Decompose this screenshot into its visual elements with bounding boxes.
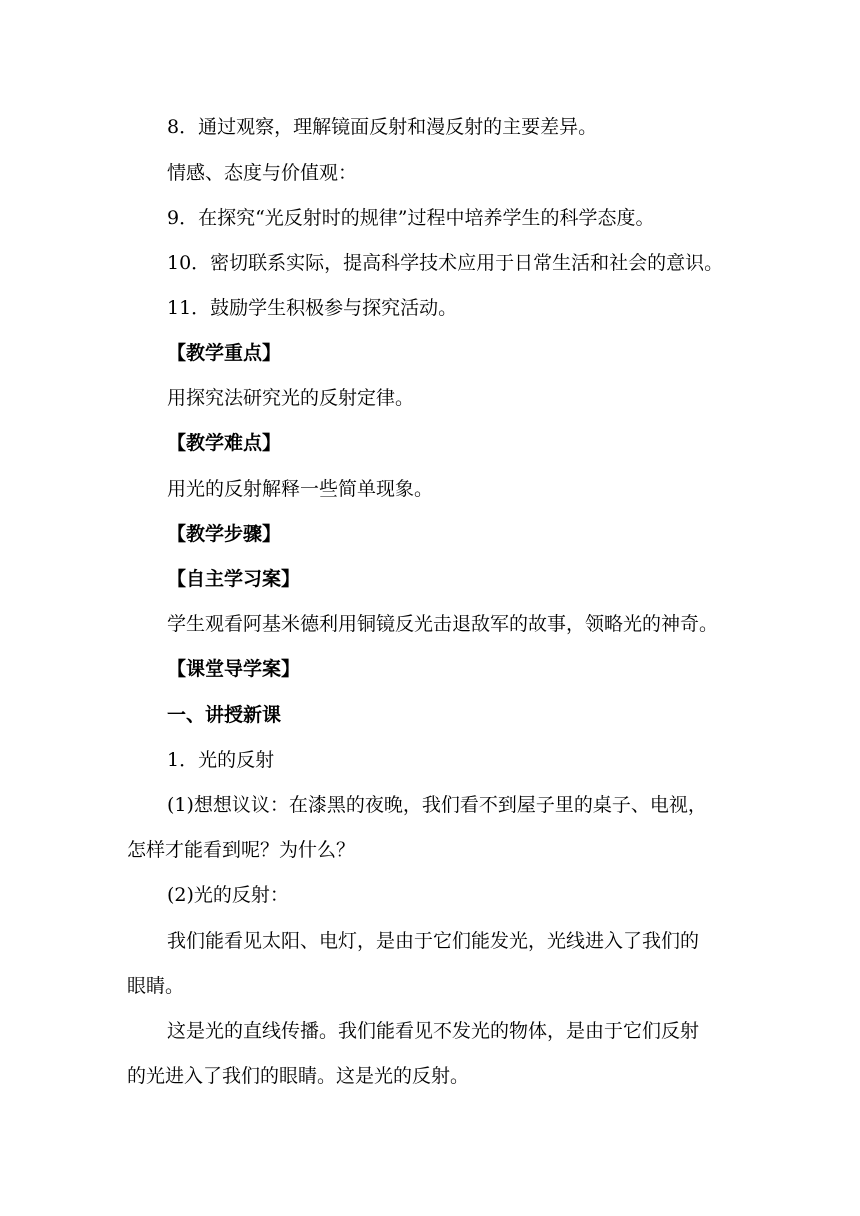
- objective-10: 10．密切联系实际，提高科学技术应用于日常生活和社会的意识。: [167, 252, 724, 274]
- heading-teaching-steps: 【教学步骤】: [167, 523, 282, 545]
- heading-classroom-guide: 【课堂导学案】: [167, 658, 301, 680]
- self-study-text: 学生观看阿基米德利用铜镜反光击退敌军的故事，领略光的神奇。: [167, 613, 719, 635]
- heading-new-lesson: 一、讲授新课: [167, 704, 282, 726]
- section-label-affect: 情感、态度与价值观：: [167, 162, 358, 184]
- objective-8: 8．通过观察，理解镜面反射和漫反射的主要差异。: [167, 116, 598, 138]
- objective-11: 11．鼓励学生积极参与探究活动。: [167, 297, 458, 319]
- heading-self-study: 【自主学习案】: [167, 568, 301, 590]
- paragraph-think-discuss-line2: 怎样才能看到呢？为什么？: [127, 839, 356, 861]
- heading-difficult-points: 【教学难点】: [167, 432, 282, 454]
- subheading-reflection: 1．光的反射: [167, 749, 275, 771]
- paragraph-sun-line2: 眼睛。: [127, 975, 185, 997]
- paragraph-think-discuss-line1: (1)想想议议：在漆黑的夜晚，我们看不到屋子里的桌子、电视，: [167, 794, 707, 816]
- paragraph-straight-line2: 的光进入了我们的眼睛。这是光的反射。: [127, 1065, 470, 1087]
- heading-key-points: 【教学重点】: [167, 342, 282, 364]
- subheading-light-reflection: (2)光的反射：: [167, 884, 289, 906]
- paragraph-sun-line1: 我们能看见太阳、电灯，是由于它们能发光，光线进入了我们的: [167, 930, 700, 952]
- key-points-text: 用探究法研究光的反射定律。: [167, 387, 415, 409]
- objective-9: 9．在探究“光反射时的规律”过程中培养学生的科学态度。: [167, 207, 655, 229]
- paragraph-straight-line1: 这是光的直线传播。我们能看见不发光的物体，是由于它们反射: [167, 1020, 700, 1042]
- difficult-points-text: 用光的反射解释一些简单现象。: [167, 478, 434, 500]
